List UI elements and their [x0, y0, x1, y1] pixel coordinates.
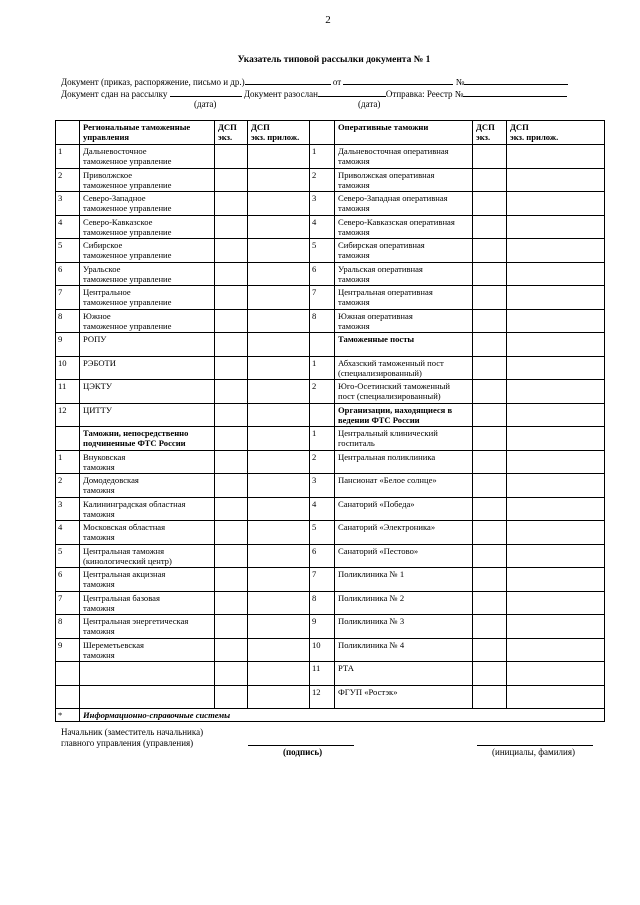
left-dsp-copies-cell[interactable]	[215, 638, 248, 662]
left-row-number: 8	[56, 309, 80, 333]
right-row-number: 4	[310, 497, 335, 521]
left-dsp-copies-cell[interactable]	[215, 262, 248, 286]
left-recipient-name: Центральная акцизная таможня	[80, 568, 215, 592]
doc-blank[interactable]	[245, 76, 331, 85]
left-dsp-attachment-cell[interactable]	[248, 145, 310, 169]
right-recipient-name: Таможенные посты	[335, 333, 473, 357]
left-recipient-name: Калининградская областная таможня	[80, 497, 215, 521]
left-dsp-copies-cell[interactable]	[215, 615, 248, 639]
right-recipient-name: Центральный клинический госпиталь	[335, 427, 473, 451]
right-dsp-attachment-cell[interactable]	[507, 591, 605, 615]
name-line[interactable]	[477, 745, 593, 746]
left-dsp-attachment-cell[interactable]	[248, 427, 310, 451]
right-row-number: 9	[310, 615, 335, 639]
left-recipient-name: Дальневосточное таможенное управление	[80, 145, 215, 169]
right-recipient-name: Приволжская оперативная таможня	[335, 168, 473, 192]
date-label-1: (дата)	[194, 99, 217, 109]
right-dsp-attachment-cell[interactable]	[507, 568, 605, 592]
table-row	[56, 403, 605, 427]
left-row-number: 1	[56, 145, 80, 169]
right-recipient-name: Южная оперативная таможня	[335, 309, 473, 333]
left-dsp-copies-cell[interactable]	[215, 427, 248, 451]
left-dsp-attachment-cell[interactable]	[248, 685, 310, 709]
table-row	[56, 168, 605, 192]
right-recipient-name: Центральная оперативная таможня	[335, 286, 473, 310]
document-title: Указатель типовой рассылки документа № 1	[237, 55, 431, 65]
table-row	[56, 544, 605, 568]
right-dsp-copies-cell[interactable]	[473, 450, 507, 474]
right-recipient-name: Поликлиника № 3	[335, 615, 473, 639]
right-recipient-name: Поликлиника № 2	[335, 591, 473, 615]
right-row-number	[310, 333, 335, 357]
right-dsp-attachment-cell[interactable]	[507, 286, 605, 310]
left-dsp-attachment-cell[interactable]	[248, 638, 310, 662]
left-row-number: 1	[56, 450, 80, 474]
right-dsp-copies-cell[interactable]	[473, 591, 507, 615]
left-recipient-name: Северо-Западное таможенное управление	[80, 192, 215, 216]
right-dsp-copies-cell[interactable]	[473, 356, 507, 380]
right-dsp-copies-cell[interactable]	[473, 685, 507, 709]
left-dsp-attachment-cell[interactable]	[248, 662, 310, 686]
shipment-blank[interactable]	[463, 88, 567, 97]
date-label-2: (дата)	[358, 99, 381, 109]
right-dsp-copies-cell[interactable]	[473, 215, 507, 239]
table-row	[56, 450, 605, 474]
left-dsp-copies-cell[interactable]	[215, 568, 248, 592]
right-recipient-name: Санаторий «Победа»	[335, 497, 473, 521]
right-recipient-name: РТА	[335, 662, 473, 686]
left-recipient-name	[80, 685, 215, 709]
left-dsp-attachment-cell[interactable]	[248, 380, 310, 404]
left-dsp-copies-cell[interactable]	[215, 168, 248, 192]
left-recipient-name: Приволжское таможенное управление	[80, 168, 215, 192]
right-dsp-attachment-cell[interactable]	[507, 662, 605, 686]
left-row-number: 9	[56, 333, 80, 357]
table-row	[56, 309, 605, 333]
table-row	[56, 568, 605, 592]
left-dsp-attachment-cell[interactable]	[248, 521, 310, 545]
left-dsp-copies-cell[interactable]	[215, 239, 248, 263]
right-recipient-name: Санаторий «Электроника»	[335, 521, 473, 545]
signature-title-2: главного управления (управления)	[61, 738, 194, 748]
left-row-number	[56, 662, 80, 686]
right-recipient-name: Санаторий «Пестово»	[335, 544, 473, 568]
left-column-title: Региональные таможенные управления	[80, 121, 215, 145]
left-dsp-attachment-cell[interactable]	[248, 591, 310, 615]
left-row-number: 8	[56, 615, 80, 639]
right-dsp-attachment-cell[interactable]	[507, 356, 605, 380]
left-recipient-name: ЦЭКТУ	[80, 380, 215, 404]
page-number: 2	[325, 14, 331, 26]
right-dsp-attachment-cell[interactable]	[507, 427, 605, 451]
right-row-number: 8	[310, 309, 335, 333]
table-row	[56, 215, 605, 239]
left-recipient-name: Внуковская таможня	[80, 450, 215, 474]
right-dsp-attachment-cell[interactable]	[507, 309, 605, 333]
right-dsp-attachment-cell[interactable]	[507, 239, 605, 263]
right-dsp-copies-cell[interactable]	[473, 239, 507, 263]
right-dsp-copies-cell[interactable]	[473, 662, 507, 686]
left-row-number	[56, 685, 80, 709]
left-dsp-copies-cell[interactable]	[215, 192, 248, 216]
right-recipient-name: Северо-Западная оперативная таможня	[335, 192, 473, 216]
right-dsp-attachment-cell[interactable]	[507, 192, 605, 216]
left-row-number: 11	[56, 380, 80, 404]
left-recipient-name: Центральное таможенное управление	[80, 286, 215, 310]
signature-line[interactable]	[248, 745, 354, 746]
left-dsp-copies-cell[interactable]	[215, 145, 248, 169]
left-dsp-copies-cell[interactable]	[215, 333, 248, 357]
left-recipient-name: Таможни, непосредственно подчиненные ФТС России	[80, 427, 215, 451]
right-recipient-name: Сибирская оперативная таможня	[335, 239, 473, 263]
right-row-number: 2	[310, 450, 335, 474]
table-row	[56, 286, 605, 310]
left-row-number: 4	[56, 215, 80, 239]
right-dsp-attachment-cell[interactable]	[507, 685, 605, 709]
right-dsp-attachment-cell[interactable]	[507, 380, 605, 404]
right-row-number: 1	[310, 356, 335, 380]
right-row-number: 8	[310, 591, 335, 615]
table-row	[56, 356, 605, 380]
left-recipient-name: Московская областная таможня	[80, 521, 215, 545]
table-row	[56, 591, 605, 615]
right-dsp-copies-cell[interactable]	[473, 497, 507, 521]
left-row-number: 6	[56, 568, 80, 592]
left-recipient-name: Центральная базовая таможня	[80, 591, 215, 615]
right-row-number: 1	[310, 427, 335, 451]
table-row	[56, 380, 605, 404]
left-recipient-name: РЭБОТИ	[80, 356, 215, 380]
doc-line	[61, 76, 568, 88]
right-dsp-attachment-cell[interactable]	[507, 474, 605, 498]
right-row-number: 5	[310, 239, 335, 263]
dsp-column-header: ДСП экз.	[473, 121, 507, 145]
left-dsp-attachment-cell[interactable]	[248, 239, 310, 263]
right-row-number: 10	[310, 638, 335, 662]
right-row-number: 7	[310, 568, 335, 592]
from-label: от	[332, 77, 342, 87]
sent-line	[61, 88, 567, 100]
left-dsp-attachment-cell[interactable]	[248, 215, 310, 239]
left-row-number	[56, 427, 80, 451]
table-header-row	[56, 121, 605, 145]
right-dsp-attachment-cell[interactable]	[507, 333, 605, 357]
right-dsp-attachment-cell[interactable]	[507, 145, 605, 169]
table-row	[56, 333, 605, 357]
shipment-label: Отправка: Реестр №	[385, 89, 464, 99]
left-recipient-name: Южное таможенное управление	[80, 309, 215, 333]
table-row	[56, 427, 605, 451]
right-dsp-copies-cell[interactable]	[473, 427, 507, 451]
left-recipient-name: Центральная энергетическая таможня	[80, 615, 215, 639]
right-dsp-attachment-cell[interactable]	[507, 403, 605, 427]
left-dsp-attachment-cell[interactable]	[248, 497, 310, 521]
right-row-number: 11	[310, 662, 335, 686]
right-dsp-copies-cell[interactable]	[473, 568, 507, 592]
right-row-number: 6	[310, 544, 335, 568]
right-dsp-copies-cell[interactable]	[473, 638, 507, 662]
left-dsp-attachment-cell[interactable]	[248, 286, 310, 310]
left-row-number: 4	[56, 521, 80, 545]
dsp-column-header: ДСП экз.	[215, 121, 248, 145]
footer-mark: *	[56, 709, 80, 722]
left-dsp-copies-cell[interactable]	[215, 286, 248, 310]
name-label: (инициалы, фамилия)	[492, 747, 575, 757]
right-dsp-attachment-cell[interactable]	[507, 521, 605, 545]
left-dsp-attachment-cell[interactable]	[248, 544, 310, 568]
left-row-number: 12	[56, 403, 80, 427]
left-row-number: 5	[56, 544, 80, 568]
right-dsp-attachment-cell[interactable]	[507, 450, 605, 474]
right-dsp-attachment-cell[interactable]	[507, 262, 605, 286]
right-row-number: 4	[310, 215, 335, 239]
left-dsp-attachment-cell[interactable]	[248, 474, 310, 498]
left-dsp-attachment-cell[interactable]	[248, 168, 310, 192]
left-dsp-copies-cell[interactable]	[215, 591, 248, 615]
left-dsp-copies-cell[interactable]	[215, 215, 248, 239]
right-dsp-copies-cell[interactable]	[473, 615, 507, 639]
right-recipient-name: Поликлиника № 4	[335, 638, 473, 662]
left-row-number: 7	[56, 591, 80, 615]
right-recipient-name: Уральская оперативная таможня	[335, 262, 473, 286]
right-recipient-name: Центральная поликлиника	[335, 450, 473, 474]
left-row-number: 3	[56, 497, 80, 521]
dsp-attachment-column-header: ДСП экз. прилож.	[248, 121, 310, 145]
right-dsp-copies-cell[interactable]	[473, 333, 507, 357]
table-row	[56, 262, 605, 286]
right-dsp-copies-cell[interactable]	[473, 521, 507, 545]
left-row-number: 2	[56, 474, 80, 498]
right-row-number: 6	[310, 262, 335, 286]
right-dsp-copies-cell[interactable]	[473, 403, 507, 427]
right-dsp-attachment-cell[interactable]	[507, 215, 605, 239]
right-dsp-attachment-cell[interactable]	[507, 168, 605, 192]
signature-title-1: Начальник (заместитель начальника)	[61, 727, 204, 737]
signature-label: (подпись)	[283, 747, 323, 757]
right-dsp-attachment-cell[interactable]	[507, 544, 605, 568]
doc-label: Документ (приказ, распоряжение, письмо и др.)	[61, 77, 245, 87]
left-dsp-copies-cell[interactable]	[215, 356, 248, 380]
left-dsp-copies-cell[interactable]	[215, 521, 248, 545]
left-dsp-copies-cell[interactable]	[215, 309, 248, 333]
table-row	[56, 685, 605, 709]
sent-label: Документ сдан на рассылку	[61, 89, 168, 99]
left-dsp-attachment-cell[interactable]	[248, 403, 310, 427]
right-recipient-name: Пансионат «Белое солнце»	[335, 474, 473, 498]
table-row	[56, 239, 605, 263]
right-recipient-name: Абхазский таможенный пост (специализированный)	[335, 356, 473, 380]
number-blank[interactable]	[464, 76, 568, 85]
right-dsp-copies-cell[interactable]	[473, 192, 507, 216]
right-recipient-name: Организации, находящиеся в ведении ФТС России	[335, 403, 473, 427]
left-dsp-copies-cell[interactable]	[215, 450, 248, 474]
right-dsp-attachment-cell[interactable]	[507, 497, 605, 521]
left-recipient-name	[80, 662, 215, 686]
left-dsp-attachment-cell[interactable]	[248, 568, 310, 592]
left-row-number: 5	[56, 239, 80, 263]
right-recipient-name: Дальневосточная оперативная таможня	[335, 145, 473, 169]
right-dsp-copies-cell[interactable]	[473, 145, 507, 169]
left-row-number: 10	[56, 356, 80, 380]
right-dsp-copies-cell[interactable]	[473, 262, 507, 286]
right-dsp-copies-cell[interactable]	[473, 168, 507, 192]
number-label: №	[455, 77, 465, 87]
left-dsp-copies-cell[interactable]	[215, 685, 248, 709]
information-systems-label: Информационно-справочные системы	[80, 709, 605, 722]
left-recipient-name: Сибирское таможенное управление	[80, 239, 215, 263]
from-blank[interactable]	[343, 76, 453, 85]
left-dsp-copies-cell[interactable]	[215, 544, 248, 568]
right-row-number: 7	[310, 286, 335, 310]
left-row-number: 3	[56, 192, 80, 216]
right-recipient-name: Северо-Кавказская оперативная таможня	[335, 215, 473, 239]
right-dsp-copies-cell[interactable]	[473, 380, 507, 404]
left-recipient-name: ЦИТТУ	[80, 403, 215, 427]
right-row-number	[310, 403, 335, 427]
right-dsp-attachment-cell[interactable]	[507, 615, 605, 639]
right-row-number: 5	[310, 521, 335, 545]
left-dsp-attachment-cell[interactable]	[248, 333, 310, 357]
right-row-number: 3	[310, 192, 335, 216]
left-dsp-attachment-cell[interactable]	[248, 309, 310, 333]
table-row	[56, 192, 605, 216]
left-row-number: 9	[56, 638, 80, 662]
left-row-number: 7	[56, 286, 80, 310]
left-dsp-attachment-cell[interactable]	[248, 356, 310, 380]
table-row	[56, 521, 605, 545]
left-dsp-attachment-cell[interactable]	[248, 615, 310, 639]
table-row	[56, 615, 605, 639]
table-row	[56, 662, 605, 686]
table-row	[56, 497, 605, 521]
right-dsp-copies-cell[interactable]	[473, 286, 507, 310]
left-recipient-name: РОПУ	[80, 333, 215, 357]
right-row-number: 2	[310, 168, 335, 192]
left-dsp-copies-cell[interactable]	[215, 474, 248, 498]
distribution-table	[55, 120, 605, 722]
right-row-number: 3	[310, 474, 335, 498]
left-dsp-attachment-cell[interactable]	[248, 450, 310, 474]
left-dsp-copies-cell[interactable]	[215, 380, 248, 404]
right-row-number: 12	[310, 685, 335, 709]
left-dsp-copies-cell[interactable]	[215, 662, 248, 686]
left-recipient-name: Шереметьевская таможня	[80, 638, 215, 662]
left-dsp-attachment-cell[interactable]	[248, 192, 310, 216]
left-recipient-name: Северо-Кавказское таможенное управление	[80, 215, 215, 239]
distributed-blank[interactable]	[318, 88, 386, 97]
table-row	[56, 145, 605, 169]
right-recipient-name: Юго-Осетинский таможенный пост (специализированный)	[335, 380, 473, 404]
table-row	[56, 474, 605, 498]
left-recipient-name: Центральная таможня (кинологический центр)	[80, 544, 215, 568]
left-dsp-copies-cell[interactable]	[215, 403, 248, 427]
right-dsp-copies-cell[interactable]	[473, 544, 507, 568]
left-recipient-name: Уральское таможенное управление	[80, 262, 215, 286]
left-recipient-name: Домодедовская таможня	[80, 474, 215, 498]
right-recipient-name: Поликлиника № 1	[335, 568, 473, 592]
right-dsp-copies-cell[interactable]	[473, 474, 507, 498]
distributed-label: Документ разослан	[243, 89, 318, 99]
table-row	[56, 638, 605, 662]
information-systems-row	[56, 709, 605, 722]
right-dsp-attachment-cell[interactable]	[507, 638, 605, 662]
right-dsp-copies-cell[interactable]	[473, 309, 507, 333]
right-column-title: Оперативные таможни	[335, 121, 473, 145]
left-dsp-attachment-cell[interactable]	[248, 262, 310, 286]
right-row-number: 1	[310, 145, 335, 169]
left-row-number: 6	[56, 262, 80, 286]
left-dsp-copies-cell[interactable]	[215, 497, 248, 521]
right-recipient-name: ФГУП «Ростэк»	[335, 685, 473, 709]
left-row-number: 2	[56, 168, 80, 192]
right-row-number: 2	[310, 380, 335, 404]
dsp-attachment-column-header: ДСП экз. прилож.	[507, 121, 605, 145]
sent-blank[interactable]	[170, 88, 242, 97]
